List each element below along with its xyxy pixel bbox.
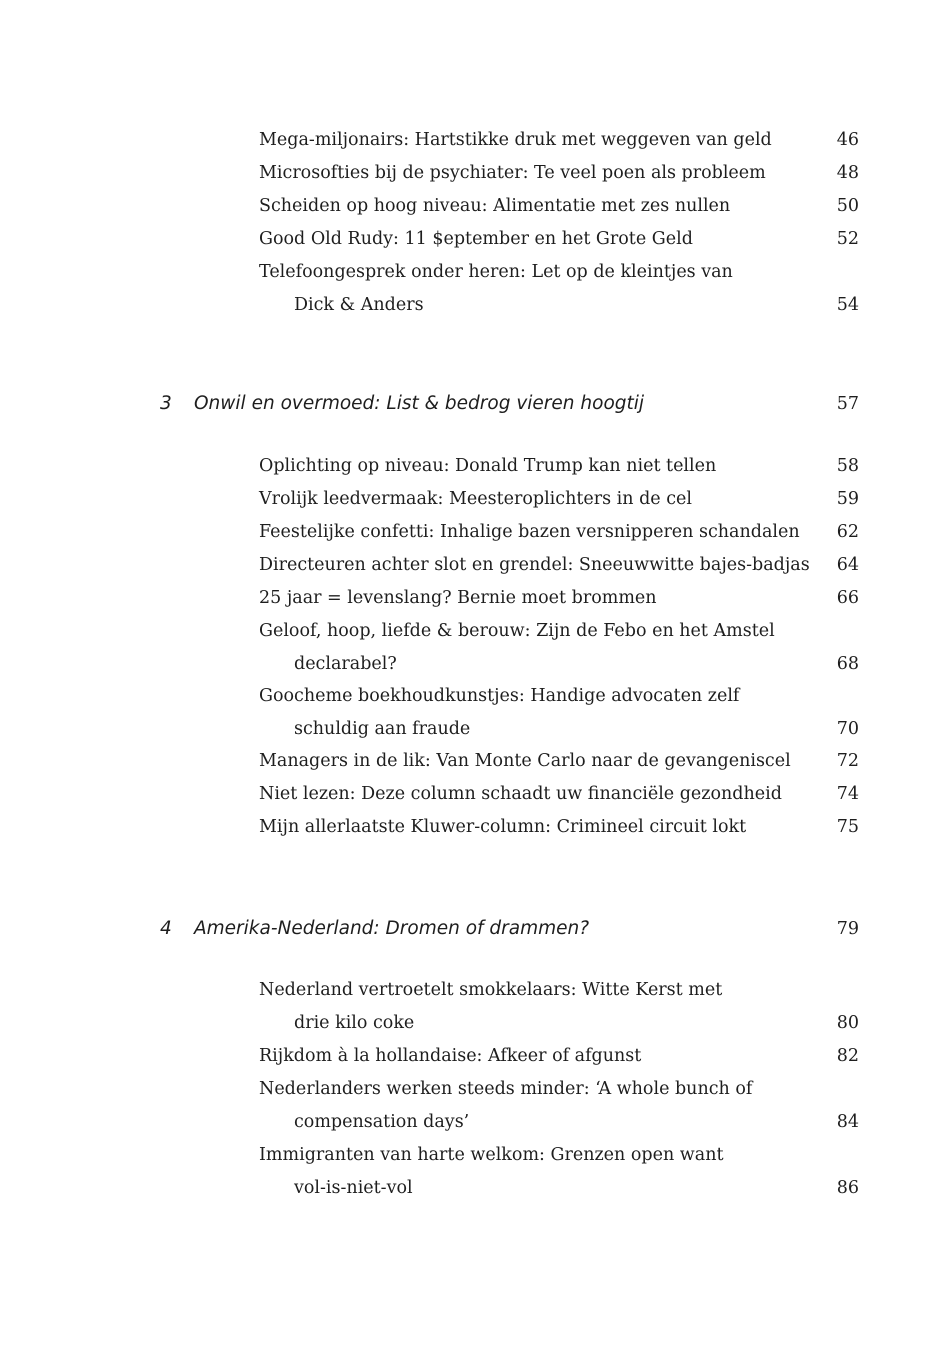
toc-entry-title: Mega-miljonairs: Hartstikke druk met weggeven van geld: [259, 130, 772, 150]
toc-entry-title-continued: declarabel?: [294, 654, 397, 674]
toc-entry-page: 74: [836, 784, 859, 804]
toc-entry: [259, 450, 859, 483]
chapter-page: 57: [836, 394, 859, 414]
toc-entry-page: 62: [836, 522, 859, 542]
toc-entry-title: Good Old Rudy: 11 $eptember en het Grote Geld: [259, 229, 693, 249]
toc-entry: [259, 1139, 859, 1205]
toc-entry-page: 86: [836, 1178, 859, 1198]
chapter-heading: [160, 912, 859, 946]
toc-entry: [259, 157, 859, 190]
toc-entry-title: Mijn allerlaatste Kluwer-column: Crimineel circuit lokt: [259, 817, 747, 837]
toc-entry-title: Nederlanders werken steeds minder: ‘A whole bunch of: [259, 1079, 753, 1099]
toc-entry: [259, 483, 859, 516]
toc-entry: [259, 745, 859, 778]
toc-entry-page: 50: [836, 196, 859, 216]
chapter-title: Amerika-Nederland: Dromen of drammen?: [194, 918, 590, 939]
toc-entry-title: Niet lezen: Deze column schaadt uw financiële gezondheid: [259, 784, 782, 804]
toc-entry-title: Nederland vertroetelt smokkelaars: Witte Kerst met: [259, 980, 723, 1000]
toc-entry-title: Oplichting op niveau: Donald Trump kan niet tellen: [259, 456, 717, 476]
toc-entry: [259, 190, 859, 223]
toc-entry-title: Geloof, hoop, liefde & berouw: Zijn de Febo en het Amstel: [259, 621, 775, 641]
chapter-page: 79: [836, 919, 859, 939]
toc-entry: [259, 778, 859, 811]
toc-entry: [259, 223, 859, 256]
toc-entry-page: 66: [836, 588, 859, 608]
toc-entry: [259, 1073, 859, 1139]
toc-entry-page: 72: [836, 751, 859, 771]
chapter-number: 4: [160, 918, 172, 939]
toc-entry-title: Goocheme boekhoudkunstjes: Handige advocaten zelf: [259, 686, 740, 706]
toc-entry: [259, 256, 859, 322]
toc-entry-page: 52: [836, 229, 859, 249]
toc-entry-title-continued: schuldig aan fraude: [294, 719, 471, 739]
toc-entry-title: Directeuren achter slot en grendel: Sneeuwwitte bajes-badjas: [259, 555, 810, 575]
toc-entry: [259, 1040, 859, 1073]
toc-entry-page: 84: [836, 1112, 859, 1132]
chapter-heading: [160, 387, 859, 421]
toc-entry-title-continued: Dick & Anders: [294, 295, 424, 315]
toc-entry-page: 46: [836, 130, 859, 150]
toc-entry-page: 70: [836, 719, 859, 739]
toc-entry-page: 82: [836, 1046, 859, 1066]
toc-entry-title: Feestelijke confetti: Inhalige bazen versnipperen schandalen: [259, 522, 800, 542]
toc-entry: [259, 615, 859, 681]
toc-entry-page: 59: [836, 489, 859, 509]
toc-entry-title: 25 jaar = levenslang? Bernie moet brommen: [259, 588, 657, 608]
toc-entry-title-continued: vol-is-niet-vol: [294, 1178, 413, 1198]
toc-entry-title: Rijkdom à la hollandaise: Afkeer of afgunst: [259, 1046, 642, 1066]
chapter-number: 3: [160, 393, 172, 414]
toc-entry-page: 80: [836, 1013, 859, 1033]
toc-entry-page: 68: [836, 654, 859, 674]
toc-entry-title: Telefoongesprek onder heren: Let op de kleintjes van: [259, 262, 733, 282]
chapter-title: Onwil en overmoed: List & bedrog vieren hoogtij: [194, 393, 645, 414]
toc-entry-title-continued: compensation days’: [294, 1112, 470, 1132]
toc-entry: [259, 680, 859, 746]
toc-entry-title: Microsofties bij de psychiater: Te veel poen als probleem: [259, 163, 766, 183]
toc-entry: [259, 549, 859, 582]
toc-entry: [259, 582, 859, 615]
toc-entry: [259, 974, 859, 1040]
toc-entry-page: 64: [836, 555, 859, 575]
toc-entry: [259, 124, 859, 157]
toc-entry: [259, 516, 859, 549]
toc-entry-title: Immigranten van harte welkom: Grenzen open want: [259, 1145, 724, 1165]
toc-entry-page: 48: [836, 163, 859, 183]
toc-entry-title: Vrolijk leedvermaak: Meesteroplichters in de cel: [259, 489, 692, 509]
toc-entry-page: 54: [836, 295, 859, 315]
toc-entry-page: 58: [836, 456, 859, 476]
toc-entry-title-continued: drie kilo coke: [294, 1013, 415, 1033]
toc-entry-title: Scheiden op hoog niveau: Alimentatie met zes nullen: [259, 196, 731, 216]
toc-entry-title: Managers in de lik: Van Monte Carlo naar de gevangeniscel: [259, 751, 791, 771]
toc-entry-page: 75: [836, 817, 859, 837]
toc-entry: [259, 811, 859, 844]
